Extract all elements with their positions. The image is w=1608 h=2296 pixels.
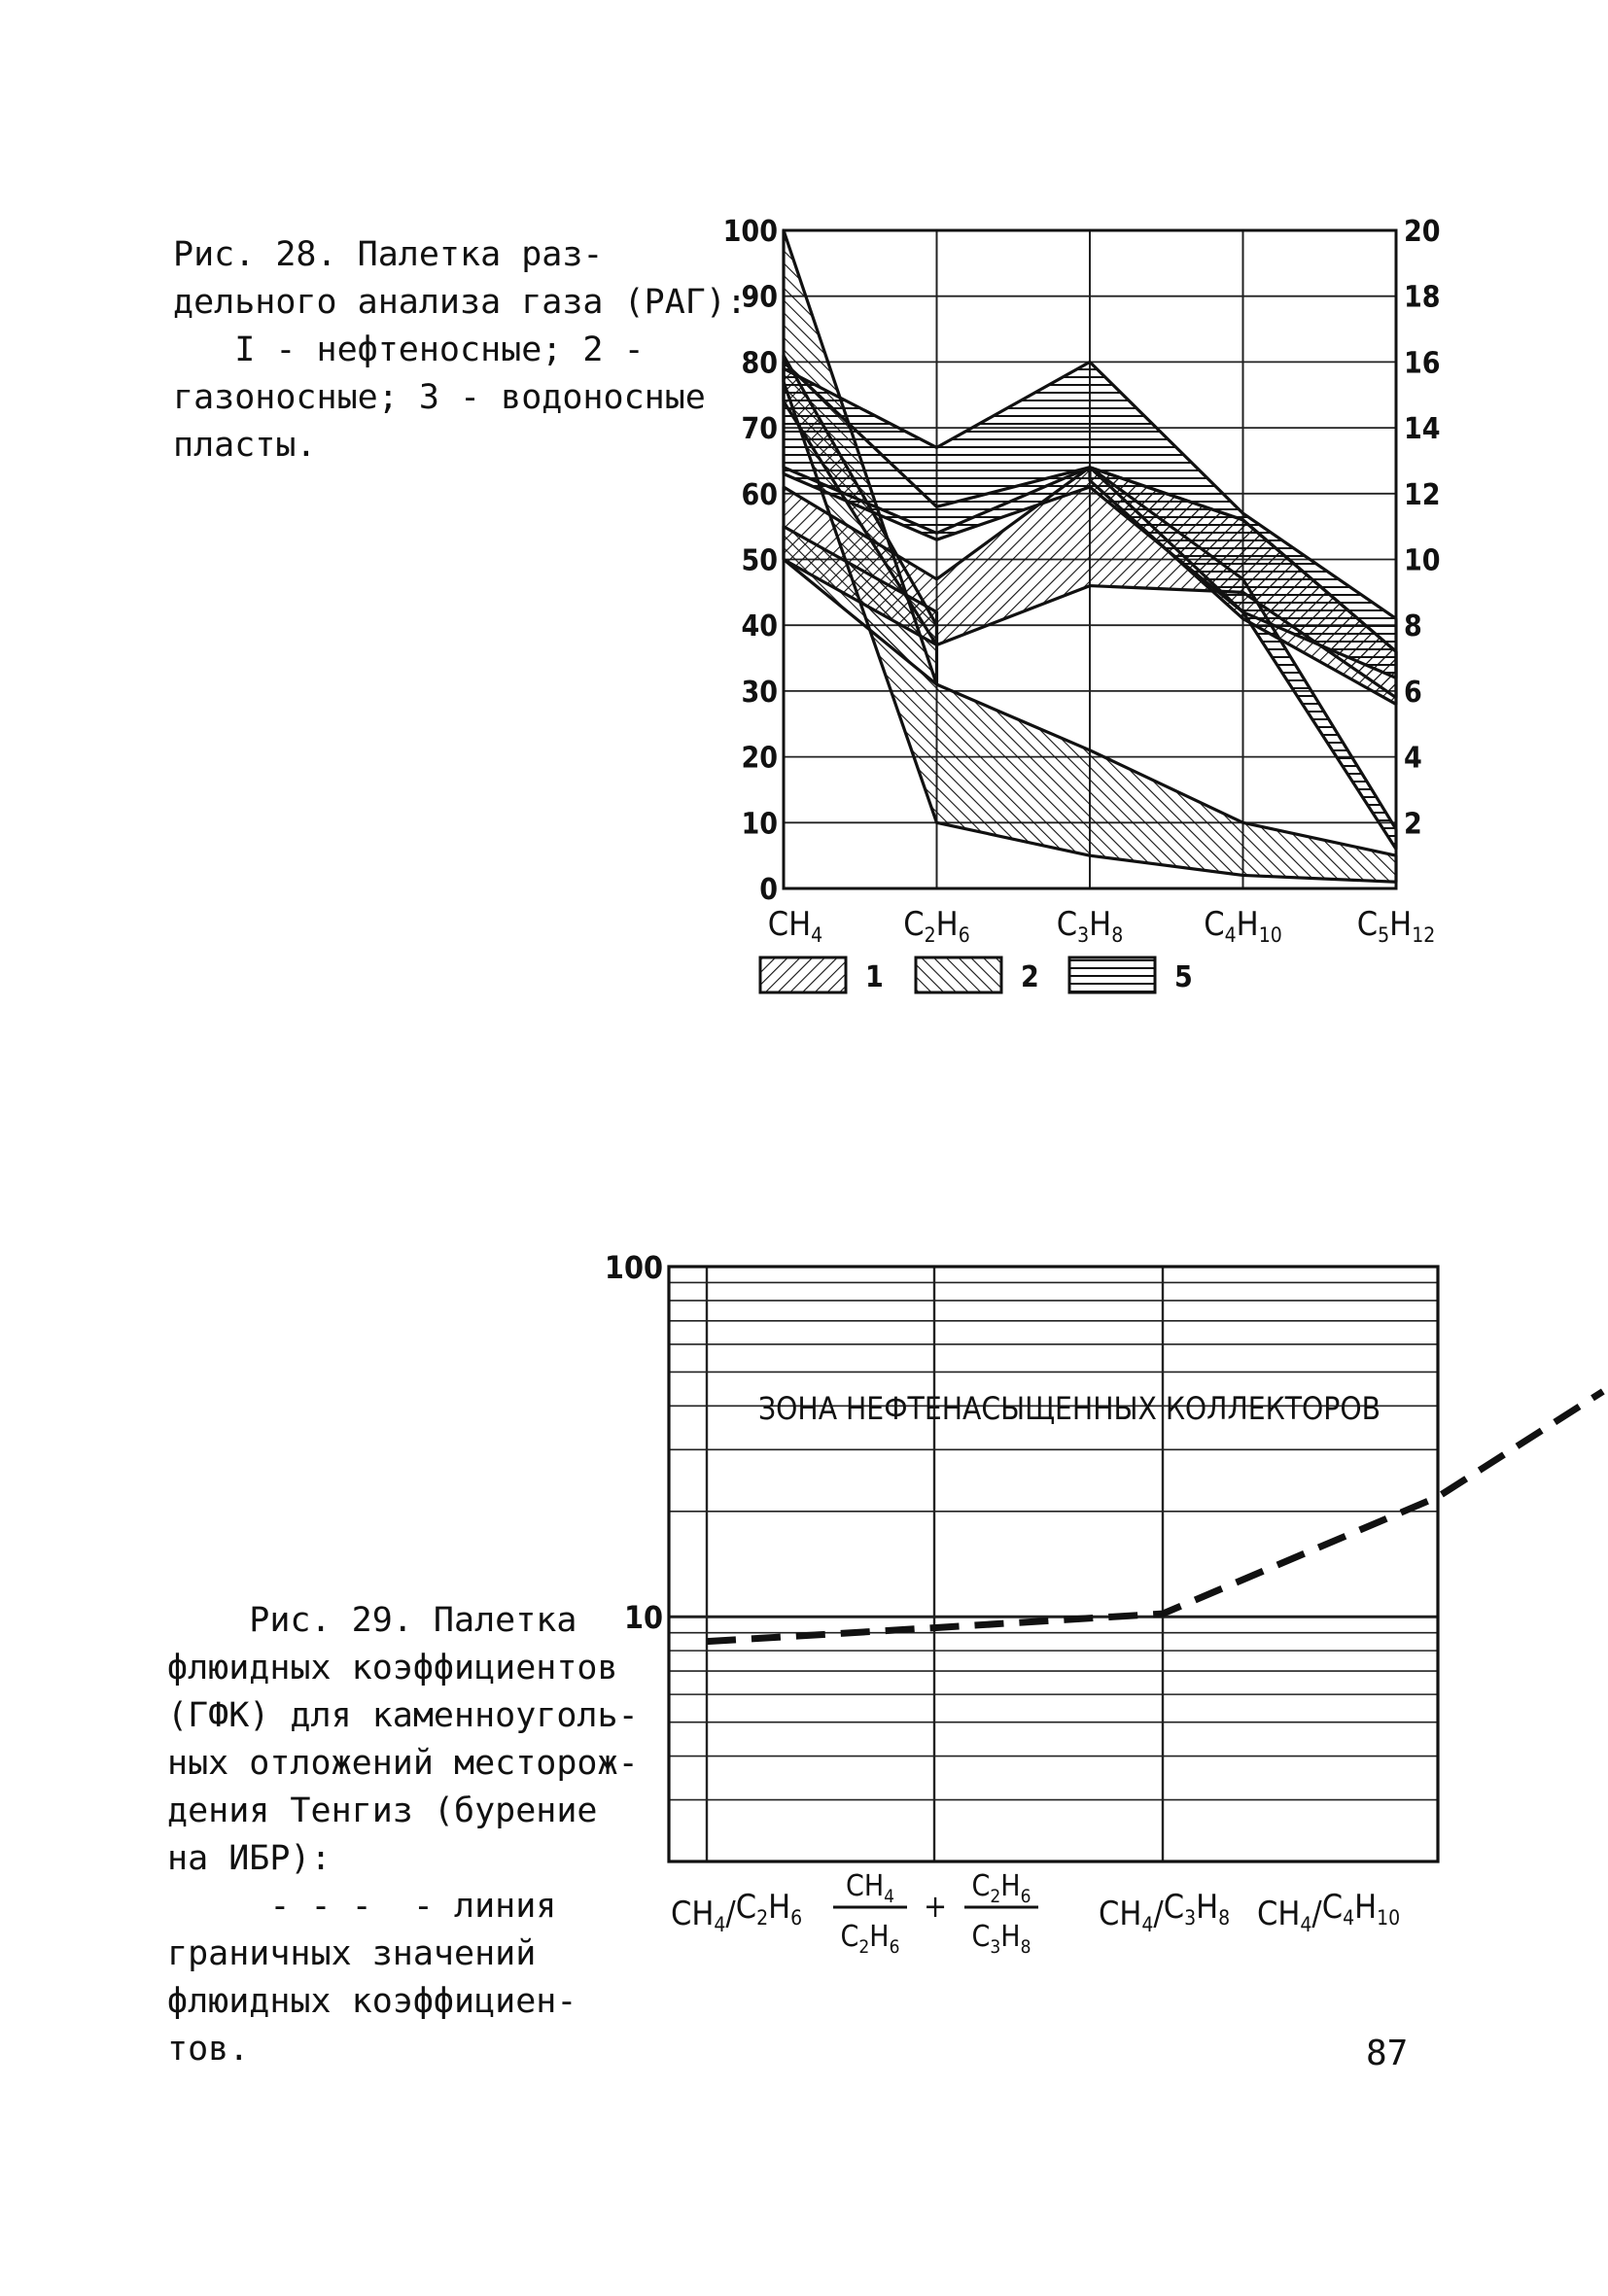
y-tick-label-left: 0 bbox=[759, 873, 778, 907]
legend-swatch bbox=[760, 957, 846, 992]
y-tick-label-right: 18 bbox=[1404, 280, 1441, 315]
y-tick-label-left: 40 bbox=[741, 609, 778, 644]
caption-line: дельного анализа газа (РАГ): bbox=[173, 283, 748, 322]
legend-label: 1 bbox=[865, 960, 884, 994]
legend-swatch bbox=[1069, 957, 1155, 992]
y-tick-label-left: 90 bbox=[741, 280, 778, 315]
fraction-denominator: $C_3H_8$ bbox=[971, 1920, 1031, 1958]
y-tick-label-right: 20 bbox=[1404, 215, 1441, 249]
y-tick-label-right: 16 bbox=[1404, 346, 1441, 381]
caption-line: граничных значений bbox=[167, 1934, 537, 1973]
x-category-label: $CH_4$ bbox=[767, 905, 823, 947]
page-number: 87 bbox=[1366, 2034, 1409, 2073]
y-tick-label-left: 70 bbox=[741, 412, 778, 447]
y-tick-label: 10 bbox=[623, 1599, 663, 1637]
zone-label: ЗОНА НЕФТЕНАСЫЩЕННЫХ КОЛЛЕКТОРОВ bbox=[758, 1390, 1381, 1427]
caption-line: пласты. bbox=[173, 426, 317, 465]
caption-line: - - - - линия bbox=[167, 1887, 557, 1926]
figure-29-chart bbox=[605, 1249, 1603, 1958]
y-tick-label-left: 100 bbox=[722, 215, 778, 249]
y-tick-label: 100 bbox=[604, 1249, 663, 1286]
plus-sign: + bbox=[923, 1888, 948, 1925]
fraction-numerator: $C_2H_6$ bbox=[971, 1869, 1031, 1907]
y-tick-label-right: 6 bbox=[1404, 675, 1422, 710]
caption-line: газоносные; 3 - водоносные bbox=[173, 378, 706, 417]
caption-line: I - нефтеносные; 2 - bbox=[173, 330, 645, 369]
y-tick-label-right: 8 bbox=[1404, 609, 1422, 644]
x-category-label: $C_3H_8$ bbox=[1056, 905, 1124, 947]
caption-line: тов. bbox=[167, 2030, 250, 2069]
caption-line: (ГФК) для каменноуголь- bbox=[167, 1696, 639, 1735]
y-tick-label-left: 80 bbox=[741, 346, 778, 381]
x-label: $CH_4/C_2H_6$ bbox=[671, 1888, 803, 1936]
fraction-denominator: $C_2H_6$ bbox=[840, 1920, 900, 1958]
y-tick-label-right: 14 bbox=[1404, 412, 1441, 447]
caption-line: Рис. 28. Палетка раз- bbox=[173, 235, 604, 274]
plot-frame bbox=[669, 1267, 1438, 1861]
legend-label: 2 bbox=[1021, 960, 1039, 994]
y-tick-label-right: 2 bbox=[1404, 807, 1422, 842]
y-tick-label-left: 10 bbox=[741, 807, 778, 842]
x-category-label: $C_5H_{12}$ bbox=[1356, 905, 1436, 947]
x-category-label: $C_4H_{10}$ bbox=[1204, 905, 1282, 947]
legend-swatch bbox=[916, 957, 1001, 992]
caption-line: ных отложений месторож- bbox=[167, 1744, 639, 1783]
x-label: $CH_4/C_3H_8$ bbox=[1099, 1888, 1231, 1936]
caption-line: на ИБР): bbox=[167, 1839, 332, 1878]
caption-line: Рис. 29. Палетка bbox=[167, 1601, 577, 1640]
y-tick-label-left: 60 bbox=[741, 477, 778, 512]
caption-line: дения Тенгиз (бурение bbox=[167, 1792, 598, 1830]
y-tick-label-left: 20 bbox=[741, 741, 778, 776]
caption-line: флюидных коэффициен- bbox=[167, 1982, 577, 2021]
y-tick-label-left: 30 bbox=[741, 675, 778, 710]
x-label: $CH_4/C_4H_{10}$ bbox=[1257, 1888, 1401, 1936]
y-tick-label-right: 12 bbox=[1404, 477, 1441, 512]
legend-label: 5 bbox=[1174, 960, 1193, 994]
y-tick-label-left: 50 bbox=[741, 543, 778, 578]
boundary-dashed-line bbox=[707, 1391, 1603, 1641]
y-tick-label-right: 4 bbox=[1404, 741, 1422, 776]
fraction-numerator: $CH_4$ bbox=[845, 1869, 895, 1907]
x-category-label: $C_2H_6$ bbox=[903, 905, 970, 947]
y-tick-label-right: 10 bbox=[1404, 543, 1441, 578]
caption-line: флюидных коэффициентов bbox=[167, 1649, 618, 1687]
figure-28-chart bbox=[723, 215, 1441, 994]
